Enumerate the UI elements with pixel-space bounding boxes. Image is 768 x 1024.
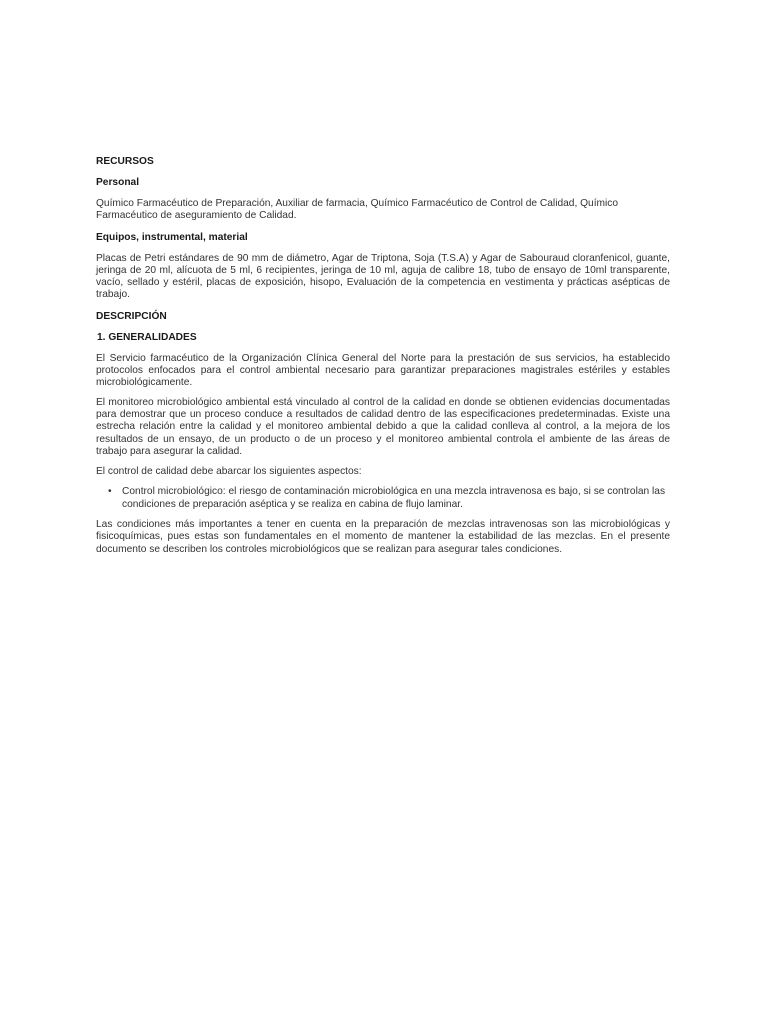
aspects-list xyxy=(96,486,670,511)
generalidades-heading: 1. GENERALIDADES xyxy=(97,331,197,343)
equipos-text: Placas de Petri estándares de 90 mm de diámetro, Agar de Triptona, Soja (T.S.A) y Agar de Sabouraud cloranfenicol, guante, jeringa de 20 ml, alícuota de 5 ml, 6 recipientes, jeringa de 10 ml, aguja de calibre 18, tubo de ensayo de 10ml transparente, vacío, sellado y estéril, placas de exposición, hisopo, Evaluación de la competencia en vestimenta y prácticas asépticas de trabajo. xyxy=(96,252,670,301)
personal-heading: Personal xyxy=(96,177,140,188)
list-item xyxy=(108,486,670,511)
paragraph-monitoreo: El monitoreo microbiológico ambiental está vinculado al control de la calidad en donde se obtienen evidencias documentadas para demostrar que un proceso conduce a resultados de calidad dentro de las especificaciones predeterminadas. Existe una estrecha relación entre la calidad y el monitoreo ambiental debido a que la calidad conlleva al control, a la mejora de los resultados de un ensayo, de un producto o de un proceso y el monitoreo ambiental controla el ambiente de las áreas de trabajo para asegurar la calidad. xyxy=(96,396,670,457)
personal-text: Químico Farmacéutico de Preparación, Auxiliar de farmacia, Químico Farmacéutico de Control de Calidad, Químico Farmacéutico de aseguramiento de Calidad. xyxy=(96,198,619,222)
paragraph-servicio: El Servicio farmacéutico de la Organización Clínica General del Norte para la prestación de sus servicios, ha establecido protocolos enfocados para el control ambiental necesario para garantizar preparaciones magistrales estériles y estables microbiológicamente. xyxy=(96,352,670,389)
document-page xyxy=(96,155,670,556)
paragraph-control-calidad: El control de calidad debe abarcar los siguientes aspectos: xyxy=(96,466,362,478)
equipos-heading: Equipos, instrumental, material xyxy=(96,231,248,243)
bullet-icon: • xyxy=(108,486,112,498)
descripcion-heading: DESCRIPCIÓN xyxy=(96,310,167,322)
paragraph-condiciones: Las condiciones más importantes a tener en cuenta en la preparación de mezclas intravenosas son las microbiológicas y fisicoquímicas, pues estas son fundamentales en el momento de mantener la estabilidad de las mezclas. En el presente documento se describen los controles microbiológicos que se realizan para asegurar tales condiciones. xyxy=(96,519,670,555)
list-item-text: Control microbiológico: el riesgo de contaminación microbiológica en una mezcla intravenosa es bajo, si se controlan las condiciones de preparación aséptica y se realiza en cabina de flujo laminar. xyxy=(122,486,666,510)
recursos-heading: RECURSOS xyxy=(96,156,154,167)
